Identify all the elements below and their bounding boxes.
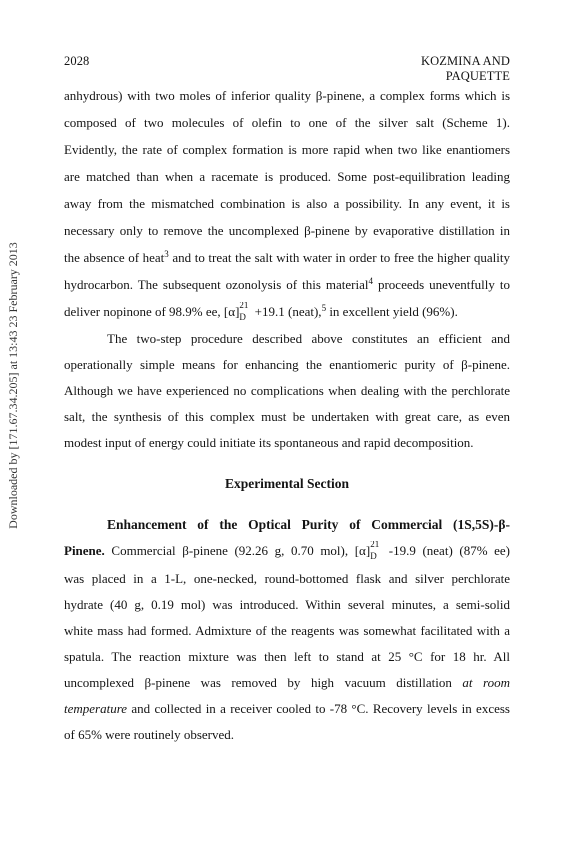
para1-line-6: necessary only to remove the uncomplexed β-pinene by evaporative distillation in bbox=[64, 223, 510, 238]
rotation-indices bbox=[370, 541, 382, 561]
page-number: 2028 bbox=[64, 54, 90, 68]
para3-line-1: Enhancement of the Optical Purity of Commercial (1S,5S)-β- bbox=[107, 517, 510, 532]
temperature-superscript: 21 bbox=[239, 302, 249, 310]
text-segment: and collected in a receiver cooled to -78 °C. Recovery levels in excess bbox=[127, 701, 510, 716]
para3-line-4: hydrate (40 g, 0.19 mol) was introduced. Within several minutes, a semi-solid bbox=[64, 597, 510, 612]
download-watermark bbox=[3, 160, 23, 610]
text-segment: -19.9 (neat) (87% ee) bbox=[382, 543, 510, 558]
sodium-d-subscript: D bbox=[239, 312, 246, 322]
rotation-indices bbox=[239, 302, 251, 322]
para2-line-4: salt, the synthesis of this complex must be undertaken with great care, as even bbox=[64, 409, 510, 424]
emphasis-text: temperature bbox=[64, 701, 128, 716]
para2-line-1: The two-step procedure described above constitutes an efficient and bbox=[107, 331, 510, 346]
para1-line-5: away from the mismatched combination is also a possibility. In any event, it is bbox=[64, 196, 510, 211]
text-segment: hydrocarbon. The subsequent ozonolysis of this material bbox=[64, 277, 369, 292]
para3-line-7 bbox=[64, 675, 510, 691]
para1-line-7 bbox=[64, 250, 510, 267]
para1-line-1: anhydrous) with two moles of inferior quality β-pinene, a complex forms which is bbox=[64, 88, 510, 103]
para1-line-8 bbox=[64, 277, 510, 294]
compound-name: Pinene. bbox=[64, 543, 105, 558]
running-title: KOZMINA AND PAQUETTE bbox=[421, 54, 510, 83]
para3-line-5: white mass had formed. Admixture of the reagents was somewhat facilitated with a bbox=[64, 623, 510, 638]
footnote-ref: 3 bbox=[164, 250, 169, 259]
temperature-superscript: 21 bbox=[370, 541, 380, 549]
para3-line-3: was placed in a 1-L, one-necked, round-bottomed flask and silver perchlorate bbox=[64, 571, 510, 586]
text-segment: and to treat the salt with water in order to free the higher quality bbox=[168, 250, 510, 265]
download-notice-text: Downloaded by [171.67.34.205] at 13:43 23 February 2013 bbox=[5, 241, 20, 529]
para2-line-2: operationally simple means for enhancing the enantiomeric purity of β-pinene. bbox=[64, 357, 510, 372]
section-heading: Experimental Section bbox=[224, 476, 350, 491]
footnote-ref: 5 bbox=[321, 303, 327, 313]
para3-line-6: spatula. The reaction mixture was then left to stand at 25 °C for 18 hr. All bbox=[64, 649, 510, 664]
para1-line-2: composed of two molecules of olefin to one of the silver salt (Scheme 1). bbox=[64, 115, 510, 130]
para3-line-9: of 65% were routinely observed. bbox=[64, 727, 235, 742]
para3-line-2 bbox=[64, 541, 510, 561]
para2-line-3: Although we have experienced no complications when dealing with the perchlorate bbox=[64, 383, 510, 398]
text-segment: deliver nopinone of 98.9% ee, [α] bbox=[64, 304, 240, 319]
para1-line-3: Evidently, the rate of complex formation is more rapid when two like enantiomers bbox=[64, 142, 510, 157]
text-segment: proceeds uneventfully to bbox=[372, 277, 510, 292]
text-segment: the absence of heat bbox=[64, 250, 165, 265]
emphasis-text: at room bbox=[462, 675, 510, 690]
para1-line-4: are matched than when a racemate is produced. Some post-equilibration leading bbox=[64, 169, 510, 184]
para3-line-8 bbox=[64, 701, 510, 717]
text-segment: +19.1 (neat), bbox=[251, 304, 322, 319]
sodium-d-subscript: D bbox=[370, 551, 377, 561]
text-segment: uncomplexed β-pinene was removed by high vacuum distillation bbox=[64, 675, 452, 690]
para1-line-9 bbox=[64, 302, 510, 322]
text-segment: Commercial β-pinene (92.26 g, 0.70 mol), [α] bbox=[104, 543, 371, 558]
para2-line-5: modest input of energy could initiate its spontaneous and rapid decomposition. bbox=[64, 435, 474, 450]
text-segment: in excellent yield (96%). bbox=[326, 304, 458, 319]
footnote-ref: 4 bbox=[368, 277, 373, 286]
